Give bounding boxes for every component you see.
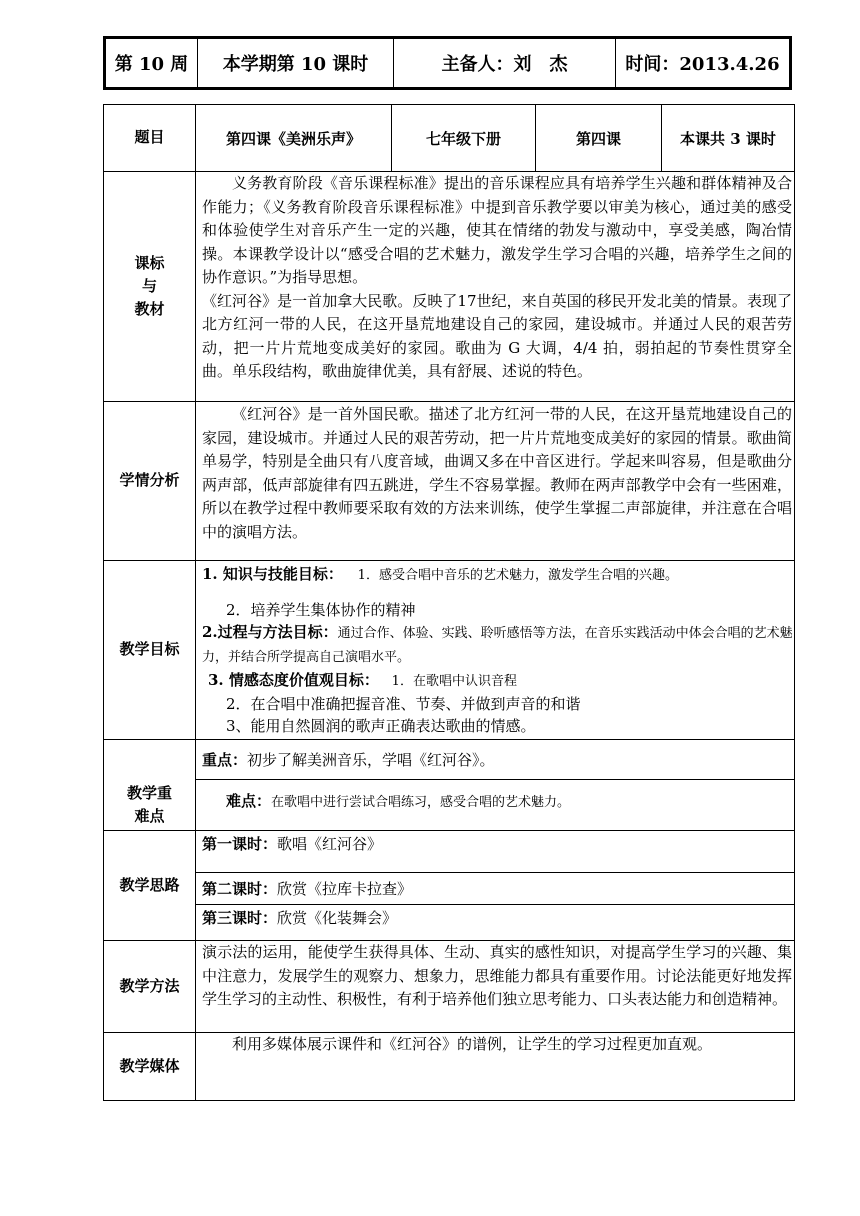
key-point-text: 初步了解美洲音乐，学唱《红河谷》。 xyxy=(247,750,495,769)
lesson-plan-table xyxy=(103,104,795,1101)
approach-item-1-text: 歌唱《红河谷》 xyxy=(277,835,383,853)
methods-row xyxy=(104,941,795,1033)
approach-row-3 xyxy=(104,905,795,941)
standards-label-line-1: 课标 xyxy=(134,253,165,272)
media-row xyxy=(104,1033,795,1101)
analysis-content xyxy=(196,402,795,561)
approach-row-1 xyxy=(104,831,795,873)
approach-row-2 xyxy=(104,873,795,905)
difficult-point-title: 难点： xyxy=(226,792,272,810)
analysis-row xyxy=(104,402,795,561)
week-cell: 第 10 周 xyxy=(106,39,198,87)
objective-attitude-item-3: 3、能用自然圆润的歌声正确表达歌曲的情感。 xyxy=(226,717,536,735)
objectives-row xyxy=(104,561,795,740)
key-points-label-line-2: 难点 xyxy=(134,807,165,825)
approach-item-3 xyxy=(196,905,795,941)
lesson-title: 第四课《美洲乐声》 xyxy=(196,105,392,172)
difficult-point-cell xyxy=(196,780,795,831)
standards-row xyxy=(104,172,795,402)
standards-paragraph-1: 义务教育阶段《音乐课程标准》提出的音乐课程应具有培养学生兴趣和群体精神及合作能力；《义务教育阶段音乐课程标准》中提到音乐教学要以审美为核心，通过美的感受和体验使学生对音乐产生一定的兴趣，使其在情绪的勃发与激动中，享受美感，陶冶情操。本课教学设计以“感受合唱的艺术魅力，激发学生学习合唱的兴趣，培养学生之间的协作意识。”为指导思想。 xyxy=(202,174,792,286)
media-label: 教学媒体 xyxy=(104,1033,196,1101)
key-points-label-line-1: 教学重 xyxy=(126,783,172,802)
approach-item-1-title: 第一课时： xyxy=(202,835,278,853)
approach-item-2 xyxy=(196,873,795,905)
topic-row xyxy=(104,105,795,172)
approach-item-3-title: 第三课时： xyxy=(202,909,278,927)
objective-knowledge-title: 1. 知识与技能目标： xyxy=(202,565,343,583)
standards-label-line-3: 教材 xyxy=(134,300,165,319)
media-text: 利用多媒体展示课件和《红河谷》的谱例，让学生的学习过程更加直观。 xyxy=(232,1035,713,1053)
approach-item-1 xyxy=(196,831,795,873)
objective-knowledge-item-2: 2．培养学生集体协作的精神 xyxy=(226,601,416,619)
objective-attitude-item-1: 1．在歌唱中认识音程 xyxy=(391,674,517,689)
header-table xyxy=(103,36,792,90)
date-cell: 时间：2013.4.26 xyxy=(625,54,780,75)
key-points-label xyxy=(104,740,196,831)
unit-cell: 第四课 xyxy=(536,105,662,172)
standards-paragraph-2: 《红河谷》是一首加拿大民歌。反映了17世纪，来自英国的移民开发北美的情景。表现了北方红河一带的人民，在这开垦荒地建设自己的家园，建设城市。并通过人民的艰苦劳动，把一片片荒地变成美好的家园。歌曲为 G 大调，4/4 拍，弱拍起的节奏性贯穿全曲。单乐段结构，歌曲旋律优美，具有舒展、述说的特色。 xyxy=(202,291,792,380)
approach-item-2-title: 第二课时： xyxy=(202,879,278,898)
objective-process-text: 通过合作、体验、实践、聆听感悟等方法，在音乐实践活动中体会合唱的艺术魅力，并结合所学提高自己演唱水平。 xyxy=(202,626,793,665)
objective-attitude-item-2: 2．在合唱中准确把握音准、节奏、并做到声音的和谐 xyxy=(226,695,581,713)
key-point-cell xyxy=(196,740,795,780)
difficult-point-row xyxy=(104,780,795,831)
analysis-text: 《红河谷》是一首外国民歌。描述了北方红河一带的人民，在这开垦荒地建设自己的家园，建设城市。并通过人民的艰苦劳动，把一片片荒地变成美好的家园的情景。歌曲简单易学，特别是全曲只有八度音域，曲调又多在中音区进行。学起来叫容易，但是歌曲分两声部，低声部旋律有四五跳进，学生不容易掌握。教师在两声部教学中会有一些困难，所以在教学过程中教师要采取有效的方法来训练，使学生掌握二声部旋律，并注意在合唱中的演唱方法。 xyxy=(202,405,792,541)
approach-label: 教学思路 xyxy=(104,831,196,941)
methods-content xyxy=(196,941,795,1033)
objectives-label: 教学目标 xyxy=(104,561,196,740)
standards-label xyxy=(104,172,196,402)
objective-knowledge xyxy=(196,563,794,587)
grade-cell: 七年级下册 xyxy=(392,105,536,172)
analysis-label: 学情分析 xyxy=(104,402,196,561)
total-lessons-cell: 本课共 3 课时 xyxy=(662,105,795,172)
key-point-title: 重点： xyxy=(202,750,248,769)
lesson-number-cell: 本学期第 10 课时 xyxy=(198,39,394,87)
standards-content xyxy=(196,172,795,402)
methods-text: 演示法的运用，能使学生获得具体、生动、真实的感性知识，对提高学生学习的兴趣、集中注意力，发展学生的观察力、想象力，思维能力都具有重要作用。讨论法能更好地发挥学生学习的主动性、积极性，有利于培养他们独立思考能力、口头表达能力和创造精神。 xyxy=(202,943,792,1008)
key-point-row xyxy=(104,740,795,780)
objective-knowledge-item-1: 1．感受合唱中音乐的艺术魅力，激发学生合唱的兴趣。 xyxy=(357,568,678,583)
topic-label: 题目 xyxy=(104,105,196,172)
objective-attitude xyxy=(196,669,794,693)
objectives-content xyxy=(196,561,795,740)
objective-process-title: 2.过程与方法目标： xyxy=(202,623,338,641)
preparer-cell: 主备人：刘 杰 xyxy=(394,39,616,87)
standards-label-line-2: 与 xyxy=(141,276,157,295)
difficult-point-text: 在歌唱中进行尝试合唱练习，感受合唱的艺术魅力。 xyxy=(271,795,571,810)
objective-attitude-title: 3. 情感态度价值观目标： xyxy=(208,671,379,689)
media-content xyxy=(196,1033,795,1101)
approach-item-3-text: 欣赏《化装舞会》 xyxy=(277,909,398,927)
objective-process xyxy=(196,621,794,669)
methods-label: 教学方法 xyxy=(104,941,196,1033)
approach-item-2-text: 欣赏《拉库卡拉查》 xyxy=(277,879,413,898)
